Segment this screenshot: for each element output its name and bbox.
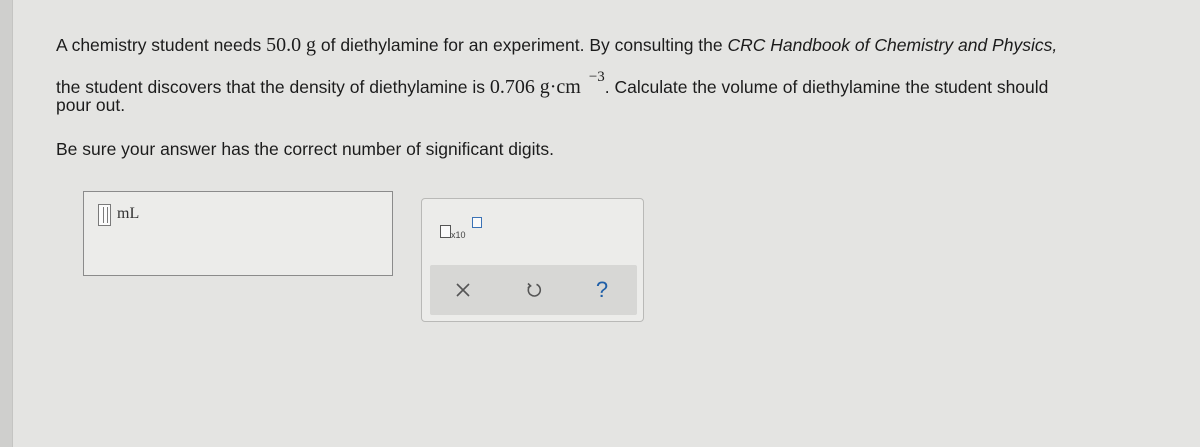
question-text-segment: the student discovers that the density of diethylamine is bbox=[56, 77, 490, 97]
answer-input-cursor[interactable] bbox=[98, 204, 111, 226]
question-text-segment: of diethylamine for an experiment. By consulting the bbox=[316, 35, 728, 55]
scientific-notation-button[interactable] bbox=[436, 215, 478, 243]
density-value: 0.706 bbox=[489, 76, 535, 98]
x10-exponent-box-icon bbox=[472, 217, 482, 228]
mass-value: 50.0 bbox=[266, 34, 302, 56]
question-text-segment: . Calculate the volume of diethylamine the student should bbox=[604, 77, 1049, 97]
question-line-2 bbox=[56, 69, 1049, 100]
clear-button[interactable] bbox=[446, 275, 480, 305]
undo-icon bbox=[525, 281, 543, 299]
math-tool-panel bbox=[421, 198, 644, 322]
question-line-1 bbox=[56, 34, 1057, 56]
density-unit-exponent: −3 bbox=[588, 69, 605, 85]
help-icon: ? bbox=[595, 277, 609, 302]
question-line-3: pour out. bbox=[56, 95, 126, 115]
undo-button[interactable] bbox=[517, 275, 551, 305]
mass-unit: g bbox=[306, 34, 316, 56]
handbook-title: CRC Handbook of Chemistry and Physics, bbox=[727, 35, 1058, 55]
action-bar bbox=[430, 265, 637, 315]
x10-base-box-icon bbox=[440, 225, 451, 238]
sig-figs-instruction: Be sure your answer has the correct number of significant digits. bbox=[56, 139, 555, 159]
help-button[interactable] bbox=[585, 275, 619, 305]
x10-label: x10 bbox=[451, 230, 466, 240]
left-edge-strip bbox=[0, 0, 13, 447]
answer-input-box[interactable] bbox=[83, 191, 393, 276]
close-icon bbox=[455, 282, 471, 298]
density-unit: g·cm bbox=[539, 76, 581, 98]
answer-unit-label: mL bbox=[117, 205, 140, 222]
question-text-segment: A chemistry student needs bbox=[56, 35, 267, 55]
